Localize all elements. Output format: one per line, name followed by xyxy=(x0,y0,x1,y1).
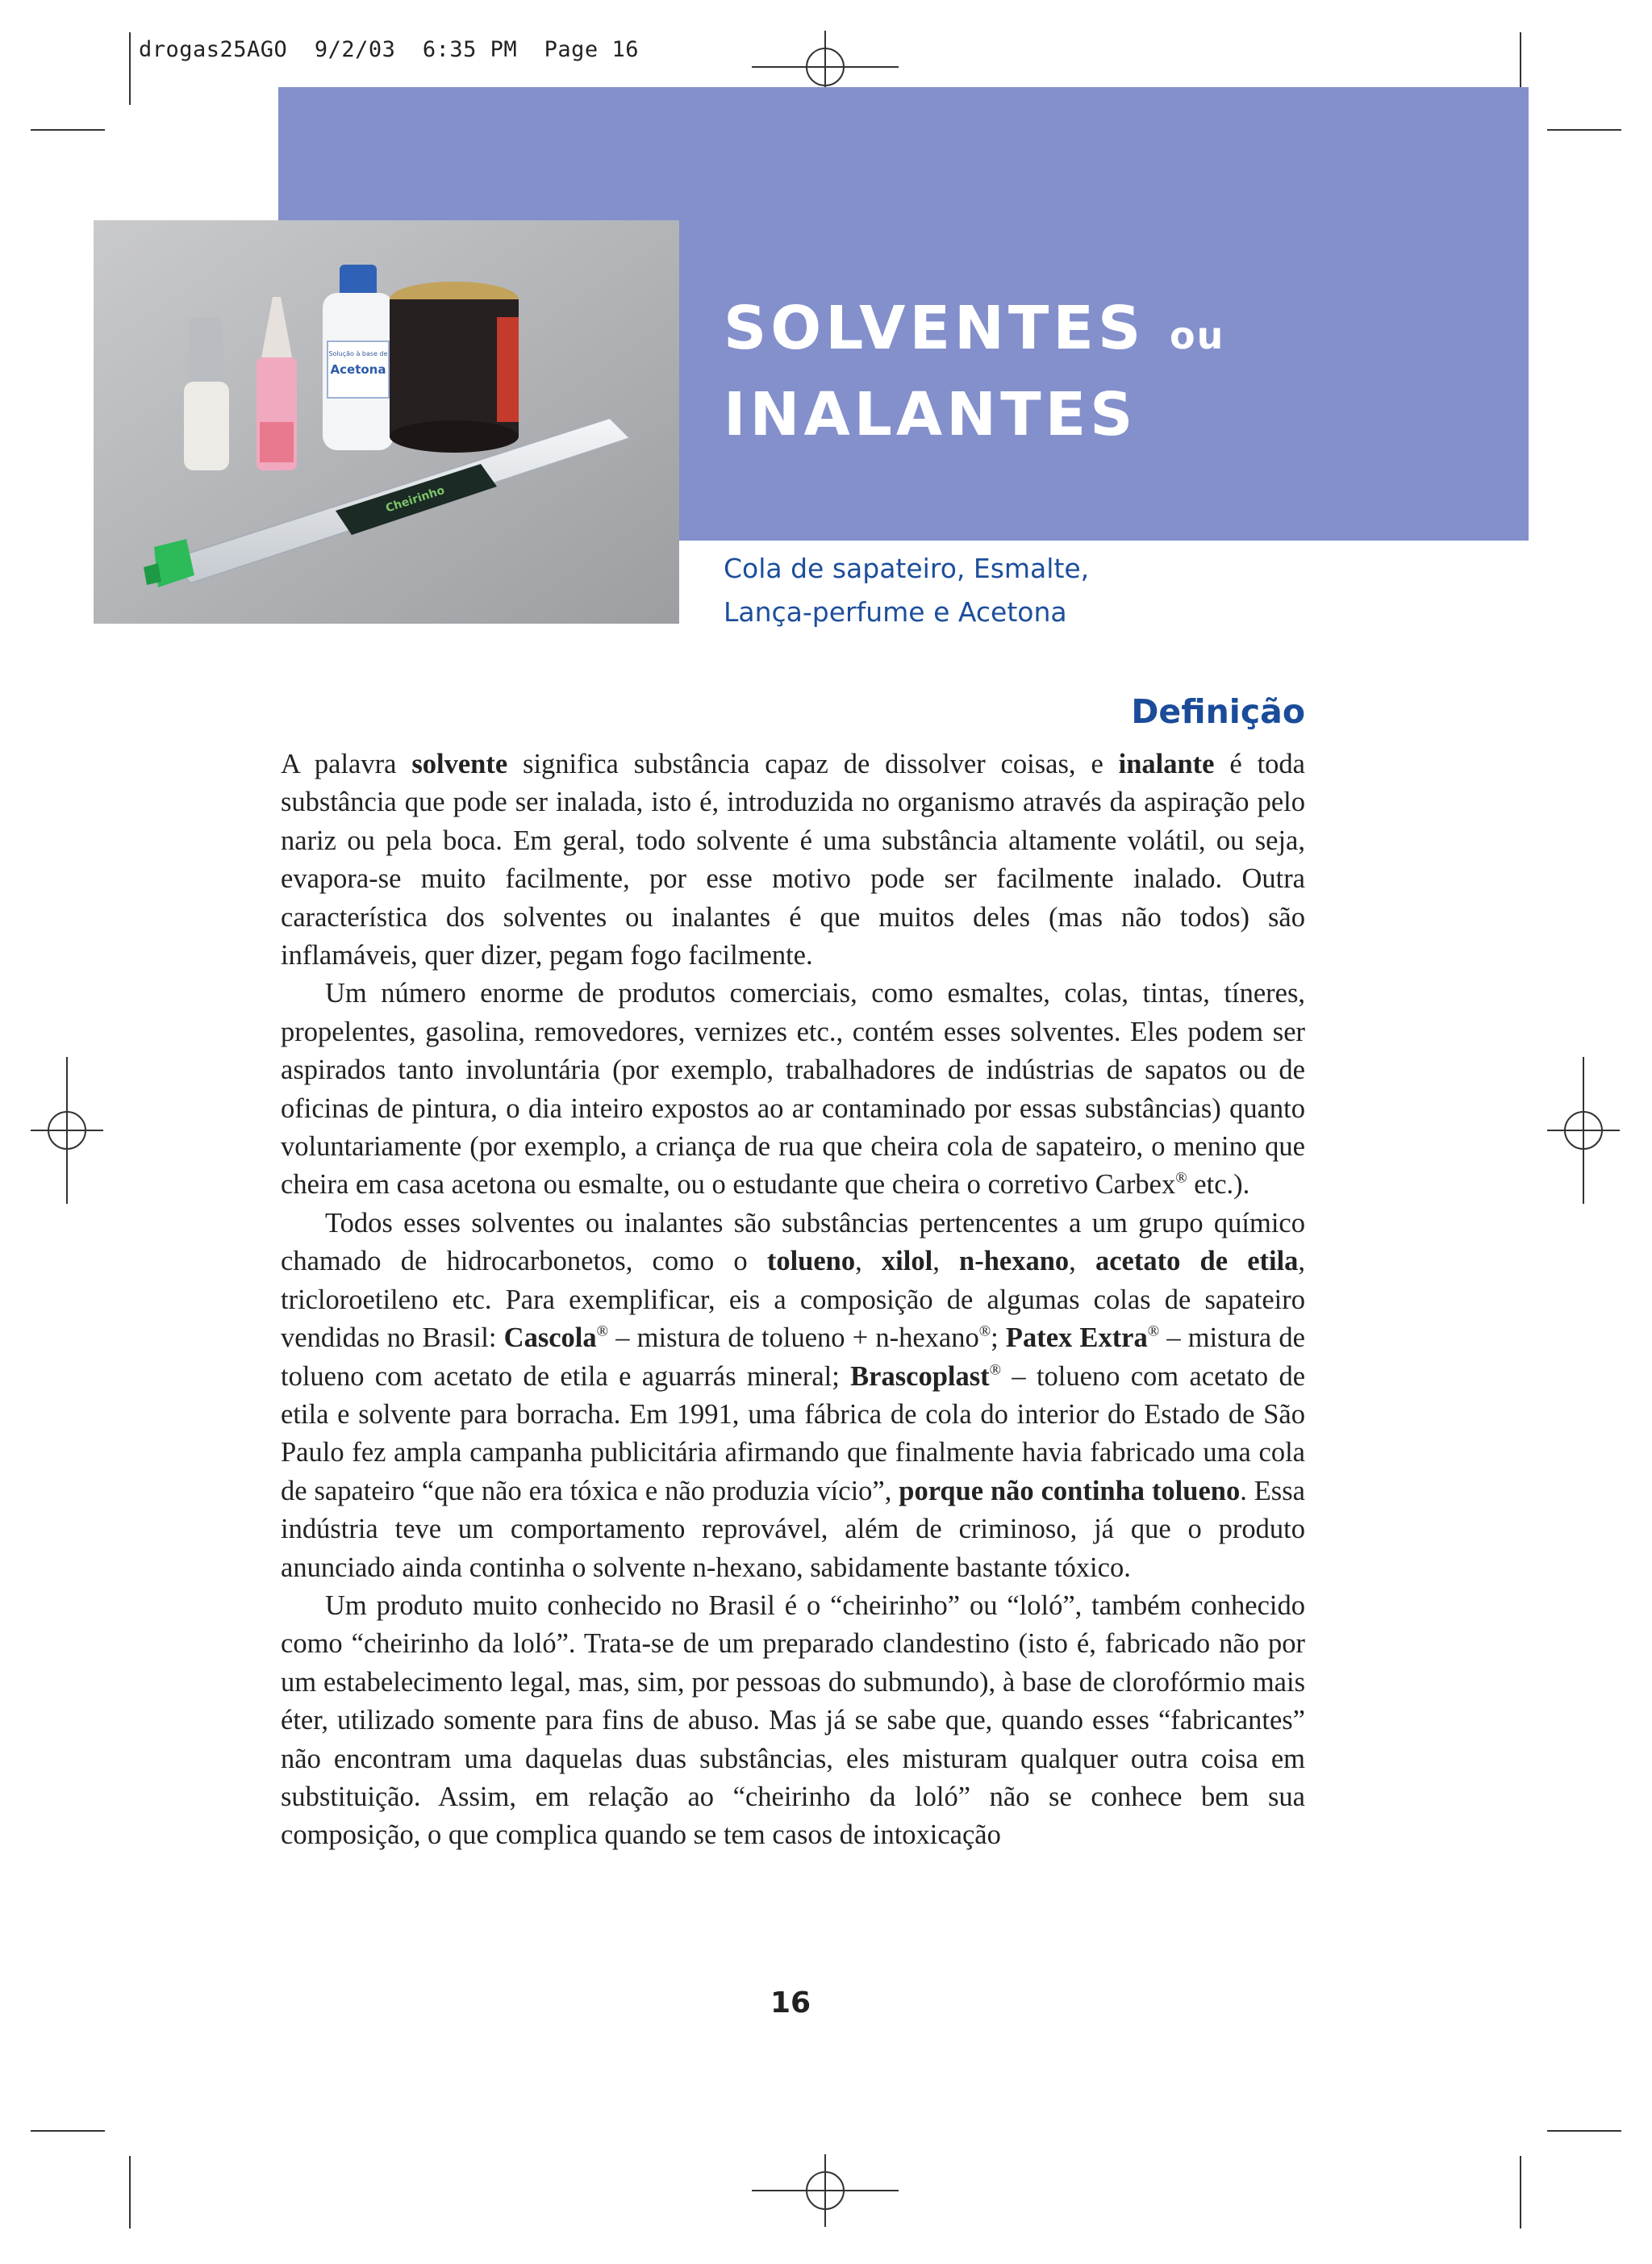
crop-mark xyxy=(1520,2156,1521,2228)
crop-mark xyxy=(129,2156,131,2228)
subtitle-line-1: Cola de sapateiro, Esmalte, xyxy=(724,553,1090,584)
title-word-solventes: SOLVENTES xyxy=(724,294,1145,363)
page-title xyxy=(724,289,1224,454)
print-slug-line: drogas25AGO 9/2/03 6:35 PM Page 16 xyxy=(139,37,639,62)
product-photo xyxy=(94,220,679,624)
subtitle-line-2: Lança-perfume e Acetona xyxy=(724,596,1067,628)
registration-mark-right xyxy=(1547,1057,1620,1204)
crop-mark xyxy=(31,129,105,131)
bottle-label-big: Acetona xyxy=(330,362,386,377)
paragraph-1: A palavra solvente significa substância capaz de dissolver coisas, e inalante é toda substância que pode ser inalada, isto é, introduzida no organismo através da aspiração pelo nariz ou pela boca. Em geral, todo solvente é uma substância altamente volátil, ou seja, evapora-se muito facilmente, por esse motivo pode ser facilmente inalado. Outra característica dos solventes ou inalantes é que muitos deles (mas não todos) são inflamáveis, quer dizer, pegam fogo facilmente. xyxy=(281,749,1305,971)
crop-mark xyxy=(1547,129,1621,131)
section-heading: Definição xyxy=(1131,692,1305,731)
registration-mark-left xyxy=(31,1057,103,1204)
title-conjunction: ou xyxy=(1170,314,1225,357)
paragraph-4: Um produto muito conhecido no Brasil é o “cheirinho” ou “loló”, também conhecido como “cheirinho da loló”. Trata-se de um preparado clandestino (isto é, fabricado não por um estabelecimento legal, mas, sim, por pessoas do submundo), à base de clorofórmio mais éter, utilizado somente para fins de abuso. Mas já se sabe que, quando esses “fabricantes” não encontram uma daquelas duas substâncias, eles misturam qualquer outra coisa em substituição. Assim, em relação ao “cheirinho da loló” não se conhece bem sua composição, o que complica quando se tem casos de intoxicação xyxy=(281,1589,1305,1851)
nail-polish-bottle-icon xyxy=(184,317,229,470)
paragraph-3: Todos esses solventes ou inalantes são substâncias pertencentes a um grupo químico chamado de hidrocarbonetos, como o tolueno, xilol, n-hexano, acetato de etila, tricloroetileno etc. Para exemplificar, eis a composição de algumas colas de sapateiro vendidas no Brasil: Cascola® – mistura de tolueno + n-hexano®; Patex Extra® – mistura de tolueno com acetato de etila e aguarrás mineral; Brascoplast® – tolueno com acetato de etila e solvente para borracha. Em 1991, uma fábrica de cola do interior do Estado de São Paulo fez ampla campanha publicitária afirmando que finalmente havia fabricado uma cola de sapateiro “que não era tóxica e não produzia vício”, porque não continha tolueno. Essa indústria teve um comportamento reprovável, além de criminoso, já que o produto anunciado ainda continha o solvente n-hexano, sabidamente bastante tóxico. xyxy=(281,1207,1306,1583)
crop-mark xyxy=(1547,2130,1621,2132)
glue-can-icon xyxy=(390,282,519,453)
body-text xyxy=(281,746,1305,1855)
crop-mark xyxy=(31,2130,105,2132)
paragraph-2: Um número enorme de produtos comerciais, como esmaltes, colas, tintas, tíneres, propelentes, gasolina, removedores, vernizes etc., contém esses solventes. Eles podem ser aspirados tanto involuntária (por exemplo, trabalhadores de indústrias de sapatos ou de oficinas de pintura, o dia inteiro expostos ao ar contaminado por essas substâncias) quanto voluntariamente (por exemplo, a criança de rua que cheira cola de sapateiro, o menino que cheira em casa acetona ou esmalte, ou o estudante que cheira o corretivo Carbex® etc.). xyxy=(281,978,1305,1201)
title-word-inalantes: INALANTES xyxy=(724,380,1137,449)
registration-mark-bottom xyxy=(752,2154,899,2227)
tube-label: Cheirinho xyxy=(384,483,447,516)
subtitle xyxy=(724,547,1089,634)
page-number: 16 xyxy=(770,1986,811,2020)
bottle-label-small: Solução à base de xyxy=(328,350,388,357)
crop-mark xyxy=(129,32,131,105)
